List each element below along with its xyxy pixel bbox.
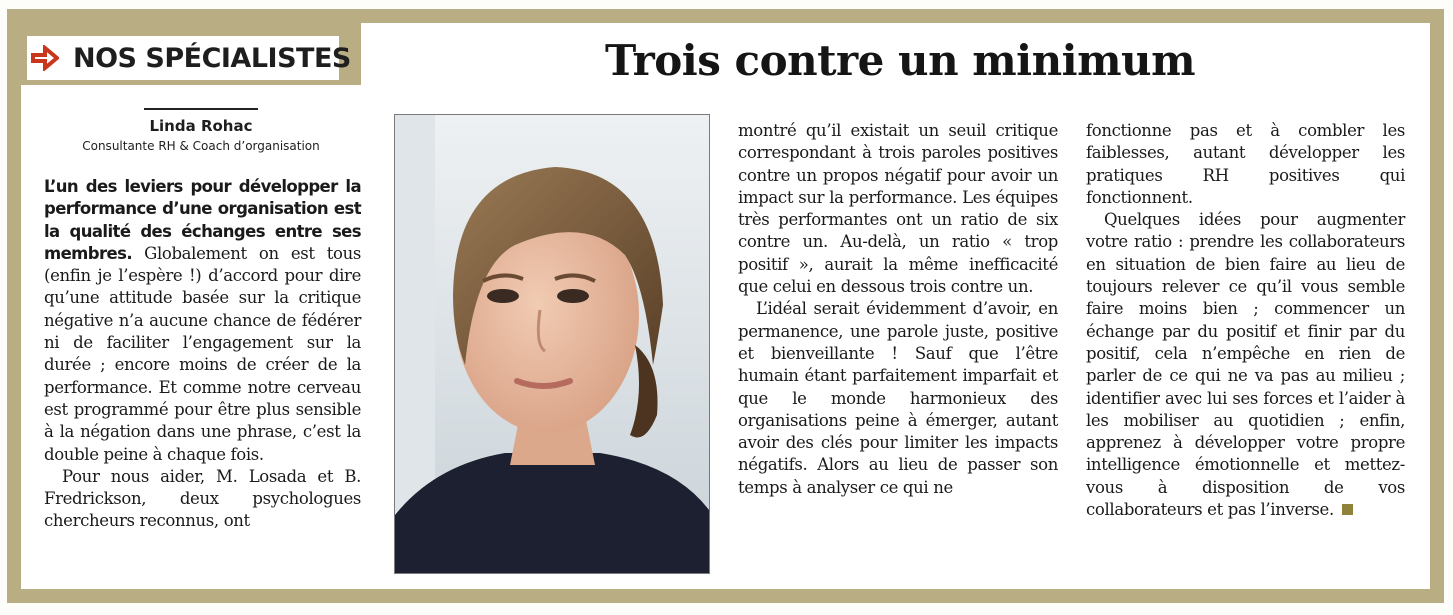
lead-text: L’un des leviers pour développer la performance d’une organisation est la qualité des échanges entre ses membres. bbox=[44, 177, 361, 263]
author-byline bbox=[40, 108, 362, 156]
paragraph-1 bbox=[44, 176, 361, 466]
paragraph-1-body: Globalement on est tous (enfin je l’espère !) d’accord pour dire qu’une attitude basée sur la critique négative n’a aucune chance de fédérer ni de faciliter l’engagement sur la durée ; encore moins de créer de la performance. Et comme notre cerveau est programmé pour être plus sensible à la négation dans une phrase, c’est la double peine à chaque fois. bbox=[44, 243, 361, 464]
paragraph-4 bbox=[1086, 209, 1405, 521]
author-photo bbox=[394, 114, 710, 574]
byline-rule bbox=[144, 108, 258, 110]
column-3 bbox=[738, 120, 1058, 499]
column-1 bbox=[44, 176, 361, 533]
section-label: NOS SPÉCIALISTES bbox=[73, 42, 351, 74]
end-of-article-mark bbox=[1342, 504, 1353, 515]
section-header bbox=[27, 36, 351, 80]
right-arrow-icon bbox=[31, 43, 59, 73]
paragraph-3-continued: fonctionne pas et à combler les faiblesses, autant développer les pratiques RH positives qui fonctionnent. bbox=[1086, 121, 1405, 207]
author-role: Consultante RH & Coach d’organisation bbox=[82, 139, 320, 153]
paragraph-4-text: Quelques idées pour augmenter votre ratio : prendre les collaborateurs en situation de bien faire au lieu de toujours relever ce qu’il vous semble faire moins bien ; commencer un échange par du positif et finir par du positif, cela n’empêche en rien de parler de ce qui ne va pas au milieu ; identifier avec lui ses forces et l’aider à les mobiliser au quotidien ; enfin, apprenez à développer votre propre intelligence émotionnelle et mettez-vous à disposition de vos collaborateurs et pas l’inverse. bbox=[1086, 210, 1405, 520]
section-tab bbox=[7, 9, 361, 85]
paragraph-2-start: Pour nous aider, M. Losada et B. Fredrickson, deux psychologues chercheurs reconnus, ont bbox=[44, 466, 361, 531]
author-name: Linda Rohac bbox=[149, 117, 253, 135]
article-headline: Trois contre un minimum bbox=[604, 36, 1196, 85]
paragraph-2-continued: montré qu’il existait un seuil critique correspondant à trois paroles positives contre un propos négatif pour avoir un impact sur la performance. Les équipes très performantes ont un ratio de six contre un. Au-delà, un ratio « trop positif », aurait la même inefficacité que celui en dessous trois contre un. bbox=[738, 121, 1058, 297]
paragraph-3-start: L’idéal serait évidemment d’avoir, en permanence, une parole juste, positive et bienveillante ! Sauf que l’être humain étant parfaitement imparfait et que le monde harmonieux des organisations peine à émerger, autant avoir des clés pour limiter les impacts négatifs. Alors au lieu de passer son temps à analyser ce qui ne bbox=[738, 299, 1058, 497]
column-4 bbox=[1086, 120, 1405, 521]
